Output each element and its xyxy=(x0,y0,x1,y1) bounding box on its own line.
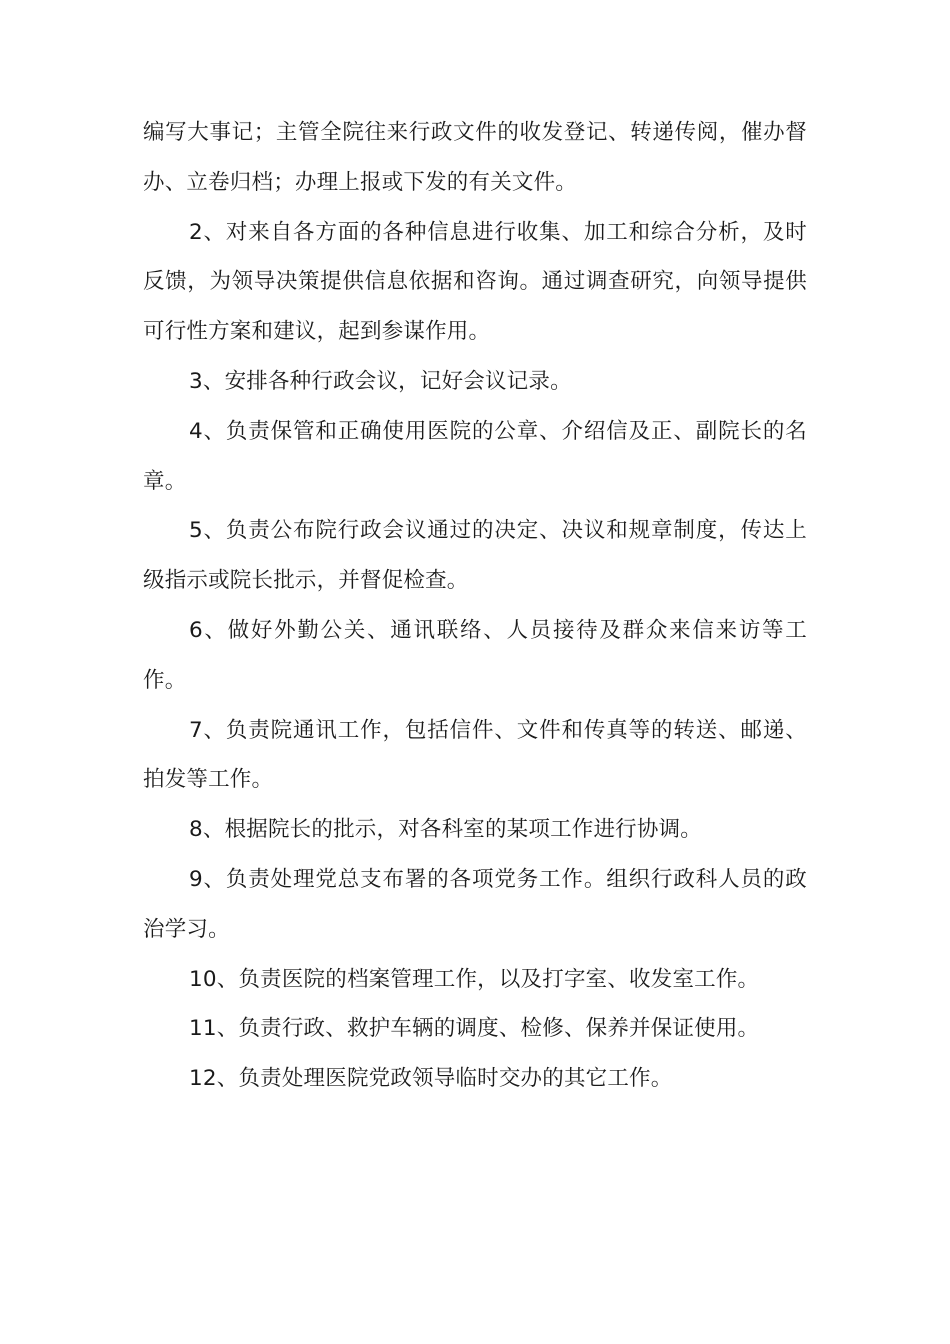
paragraph-item-2: 2、对来自各方面的各种信息进行收集、加工和综合分析，及时反馈，为领导决策提供信息依据和咨询。通过调查研究，向领导提供可行性方案和建议，起到参谋作用。 xyxy=(143,219,807,345)
paragraph-item-8: 8、根据院长的批示，对各科室的某项工作进行协调。 xyxy=(189,817,702,843)
paragraph-item-3: 3、安排各种行政会议，记好会议记录。 xyxy=(189,368,572,394)
paragraph-item-4: 4、负责保管和正确使用医院的公章、介绍信及正、副院长的名章。 xyxy=(143,418,807,494)
paragraph-intro: 编写大事记；主管全院往来行政文件的收发登记、转递传阅，催办督办、立卷归档；办理上报或下发的有关文件。 xyxy=(143,120,807,195)
paragraph-item-11: 11、负责行政、救护车辆的调度、检修、保养并保证使用。 xyxy=(189,1016,760,1042)
paragraph-item-6: 6、做好外勤公关、通讯联络、人员接待及群众来信来访等工作。 xyxy=(143,617,807,693)
document-body xyxy=(143,108,807,1104)
paragraph-item-5: 5、负责公布院行政会议通过的决定、决议和规章制度，传达上级指示或院长批示，并督促检查。 xyxy=(143,518,807,594)
paragraph-item-9: 9、负责处理党总支布署的各项党务工作。组织行政科人员的政治学习。 xyxy=(143,866,807,942)
paragraph-item-12: 12、负责处理医院党政领导临时交办的其它工作。 xyxy=(189,1066,673,1092)
paragraph-item-10: 10、负责医院的档案管理工作，以及打字室、收发室工作。 xyxy=(189,966,760,992)
paragraph-item-7: 7、负责院通讯工作，包括信件、文件和传真等的转送、邮递、拍发等工作。 xyxy=(143,717,807,793)
